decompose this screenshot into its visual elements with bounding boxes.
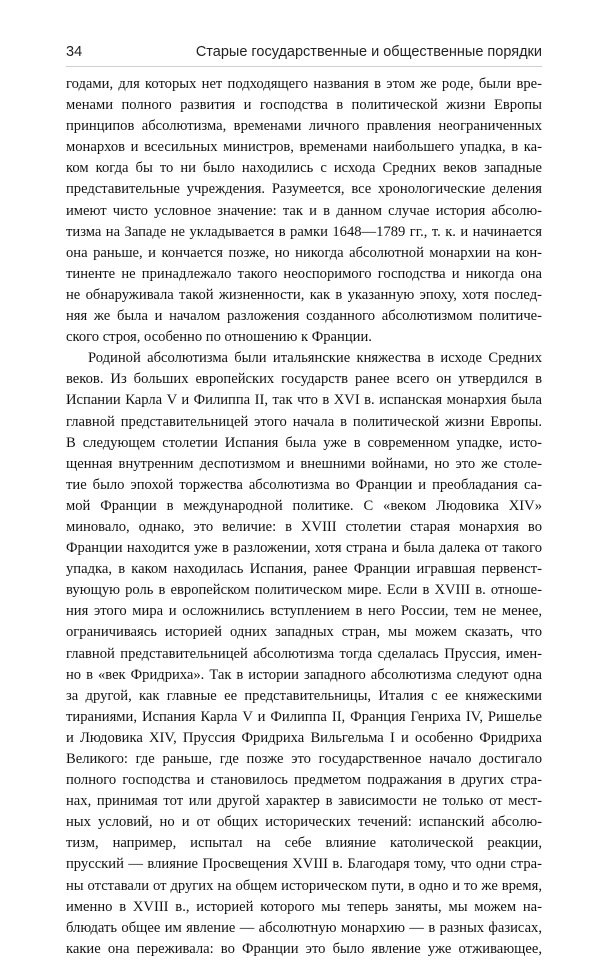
text-line: ния этого мира и осложнились вступлением в него России, тем не менее, [66,603,542,620]
text-line: ограничиваясь историей одних западных стран, мы можем сказать, что [66,624,542,641]
running-head [66,44,542,64]
text-line: главной представительницей абсолютизма тогда сделалась Пруссия, имен- [66,645,542,662]
text-line: какие она переживала: во Франции это было явление уже отживающее, [66,940,542,957]
text-line: Франции находится уже в разложении, хотя страна и была далека от такого [66,540,542,557]
text-line: веков. Из больших европейских государств ранее всего он утвердился в [66,371,542,388]
text-line: имеют чисто условное значение: так и в данном случае история абсолю- [66,202,542,219]
text-line: В следующем столетии Испания была уже в современном упадке, исто- [66,434,542,451]
text-line: тизма на Западе не укладывается в рамки 1648—1789 гг., т. к. и начинается [66,223,542,240]
text-line: ком когда бы то ни было находились с исхода Средних веков западные [66,160,542,177]
text-line: ского строя, особенно по отношению к Франции. [66,329,372,346]
text-line: полного господства и становилось предметом подражания в других стра- [66,772,542,789]
text-line: главной представительницей этого начала в политической жизни Европы. [66,413,542,430]
text-line: ны отставали от других на общем историческом пути, в одно и то же время, [66,877,542,894]
running-title: Старые государственные и общественные порядки [195,44,542,60]
text-line: блюдать общее им явление — абсолютную монархию — в разных фазисах, [66,919,542,936]
text-line: прусский — влияние Просвещения XVIII в. Благодаря тому, что одни стра- [66,856,542,873]
text-line: тие было эпохой торжества абсолютизма во Франции и преобладания са- [66,476,542,493]
text-line: щенная внутренним деспотизмом и внешними войнами, но это же столе- [66,455,542,472]
text-line: Испании Карла V и Филиппа II, так что в XVI в. испанская монархия была [66,392,542,409]
text-line: представительные учреждения. Разумеется, все хронологические деления [66,181,542,198]
body-text [66,74,542,960]
text-line: вующую роль в европейском политическом мире. Если в XVIII в. отноше- [66,582,542,599]
text-line: ных условий, но и от общих исторических течений: испанский абсолю- [66,814,542,831]
text-line: за другой, как главные ее представительницы, Италия с ее княжескими [66,687,542,704]
text-line: нах, принимая тот или другой характер в зависимости не только от мест- [66,793,542,810]
text-line: няя же была и началом разложения созданного абсолютизмом политиче- [66,308,542,325]
text-line: она раньше, и кончается позже, но никогда абсолютной монархии на кон- [66,244,542,261]
text-line: тиненте не принадлежало такого неоспоримого господства и никогда она [66,265,542,282]
text-line: монархов и всесильных министров, временами наибольшего упадка, в ка- [66,139,542,156]
text-line: но в «век Фридриха». Так в истории западного абсолютизма следуют одна [66,666,542,683]
paragraph [66,348,542,960]
text-line: мой Франции в международной политике. С «веком Людовика XIV» [66,497,542,514]
text-line: Родиной абсолютизма были итальянские княжества в исходе Средних [88,350,542,367]
paragraph [66,74,542,348]
text-line: и Людовика XIV, Пруссия Фридриха Вильгельма I и особенно Фридриха [66,729,542,746]
text-line: тизм, например, испытал на себе влияние католической реакции, [66,835,542,852]
text-line: не обнаруживала такой жизненности, как в указанную эпоху, хотя послед- [66,286,542,303]
header-rule [66,66,542,67]
text-line: тираниями, Испания Карла V и Филиппа II, Франция Генриха IV, Ришелье [66,708,542,725]
text-line: менами полного развития и господства в политической жизни Европы [66,97,542,114]
text-line: годами, для которых нет подходящего названия в этом же роде, были вре- [66,76,542,92]
page-number: 34 [66,44,83,60]
text-line: именно в XVIII в., историей которого мы теперь заняты, мы можем на- [66,898,542,915]
text-line: миновало, однако, это величие: в XVIII столетии старая монархия во [66,518,542,535]
text-line: Великого: где раньше, где позже это государственное начало достигало [66,751,542,767]
text-line: принципов абсолютизма, временами личного правления неограниченных [66,118,542,135]
text-line: упадка, в каком находилась Испания, ранее Франции игравшая первенст- [66,561,542,578]
